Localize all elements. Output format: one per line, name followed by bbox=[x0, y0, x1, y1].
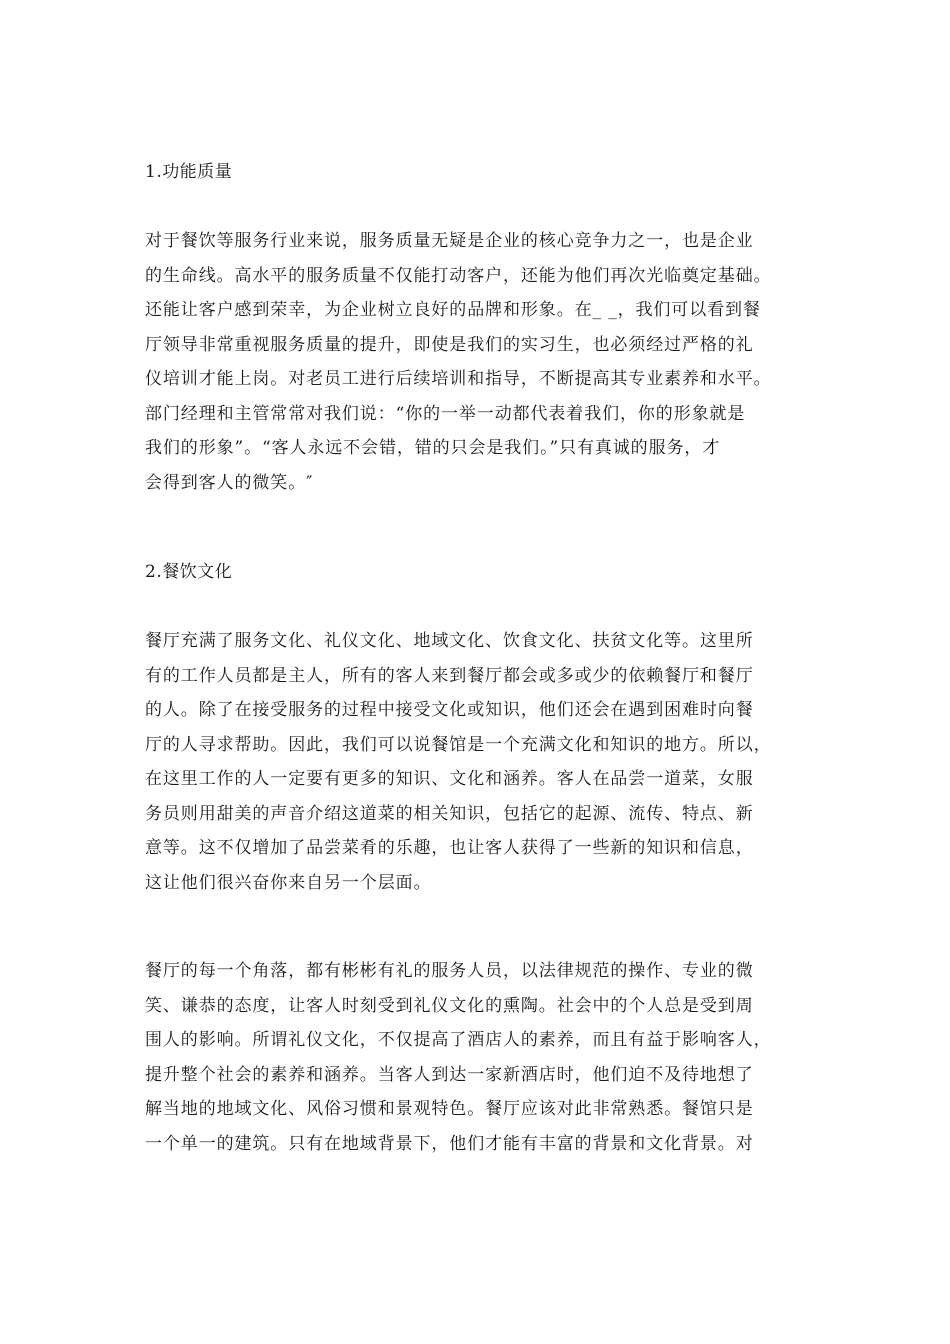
paragraph-line: 我们的形象”。“客人永远不会错，错的只会是我们。”只有真诚的服务，才 bbox=[145, 438, 721, 458]
paragraph-line: 在这里工作的人一定要有更多的知识、文化和涵养。客人在品尝一道菜，女服 bbox=[145, 769, 754, 789]
section2-paragraph-1 bbox=[145, 624, 810, 900]
paragraph-line: 会得到客人的微笑。″ bbox=[145, 472, 314, 493]
section1-paragraph bbox=[145, 224, 810, 500]
paragraph-line: 解当地的地域文化、风俗习惯和景观特色。餐厅应该对此非常熟悉。餐馆只是 bbox=[145, 1099, 754, 1119]
paragraph-line: 这让他们很兴奋你来自另一个层面。 bbox=[145, 872, 432, 893]
paragraph-line: 部门经理和主管常常对我们说：“你的一举一动都代表着我们，你的形象就是 bbox=[145, 403, 746, 424]
paragraph-line: 餐厅充满了服务文化、礼仪文化、地域文化、饮食文化、扶贫文化等。这里所 bbox=[145, 631, 754, 651]
paragraph-line: 意等。这不仅增加了品尝菜肴的乐趣，也让客人获得了一些新的知识和信息， bbox=[145, 838, 754, 858]
paragraph-line: 对于餐饮等服务行业来说，服务质量无疑是企业的核心竞争力之一，也是企业 bbox=[145, 231, 754, 251]
paragraph-line: 一个单一的建筑。只有在地域背景下，他们才能有丰富的背景和文化背景。对 bbox=[145, 1133, 754, 1154]
paragraph-line: 围人的影响。所谓礼仪文化，不仅提高了酒店人的素养，而且有益于影响客人， bbox=[145, 1030, 772, 1050]
section2-paragraph-2 bbox=[145, 954, 810, 1161]
paragraph-line: 的生命线。高水平的服务质量不仅能打动客户，还能为他们再次光临奠定基础。 bbox=[145, 265, 772, 286]
paragraph-line: 务员则用甜美的声音介绍这道菜的相关知识，包括它的起源、流传、特点、新 bbox=[145, 803, 754, 824]
paragraph-line: 餐厅的每一个角落，都有彬彬有礼的服务人员，以法律规范的操作、专业的微 bbox=[145, 961, 754, 981]
paragraph-line: 还能让客户感到荣幸，为企业树立良好的品牌和形象。在_ _，我们可以看到餐 bbox=[145, 300, 761, 320]
paragraph-line: 厅的人寻求帮助。因此，我们可以说餐馆是一个充满文化和知识的地方。所以， bbox=[145, 734, 772, 755]
paragraph-line: 提升整个社会的素养和涵养。当客人到达一家新酒店时，他们迫不及待地想了 bbox=[145, 1064, 754, 1085]
paragraph-line: 厅领导非常重视服务质量的提升，即使是我们的实习生，也必须经过严格的礼 bbox=[145, 334, 754, 355]
paragraph-line: 的人。除了在接受服务的过程中接受文化或知识，他们还会在遇到困难时向餐 bbox=[145, 700, 754, 720]
paragraph-line: 有的工作人员都是主人，所有的客人来到餐厅都会或多或少的依赖餐厅和餐厅 bbox=[145, 665, 754, 686]
section-heading-catering-culture: 2.餐饮文化 bbox=[145, 562, 233, 582]
paragraph-line: 笑、谦恭的态度，让客人时刻受到礼仪文化的熏陶。社会中的个人总是受到周 bbox=[145, 995, 754, 1016]
paragraph-line: 仪培训才能上岗。对老员工进行后续培训和指导，不断提高其专业素养和水平。 bbox=[145, 369, 772, 389]
section-heading-functional-quality: 1.功能质量 bbox=[145, 162, 233, 182]
